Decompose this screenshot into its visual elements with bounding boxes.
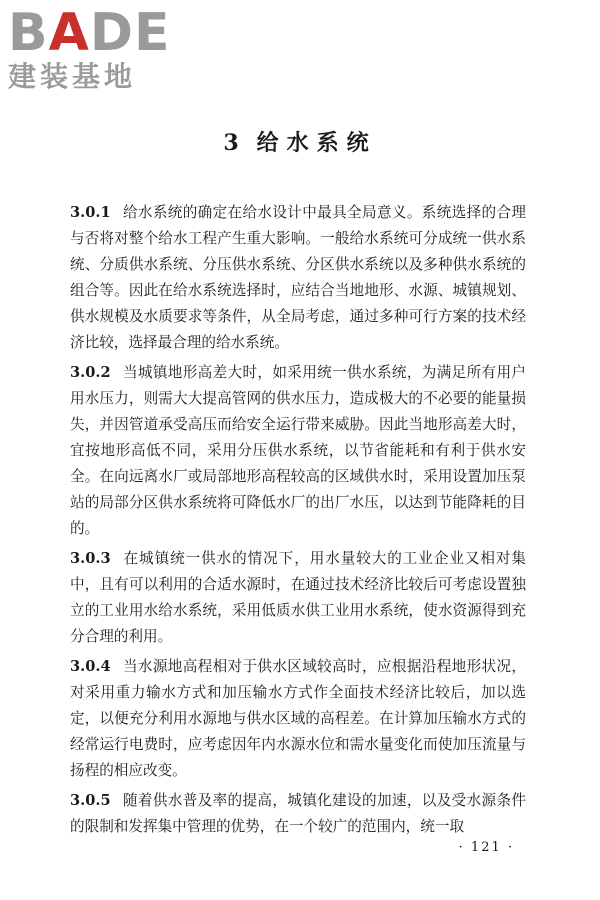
- clause-paragraph: [70, 200, 526, 356]
- logo-letter-a: A: [48, 3, 90, 63]
- chapter-title-text: 给水系统: [256, 130, 377, 156]
- document-body: [70, 200, 526, 844]
- logo-letter-b: B: [8, 3, 49, 63]
- clause-text: 当水源地高程相对于供水区域较高时，应根据沿程地形状况，对采用重力输水方式和加压输水方式作全面技术经济比较后，加以选定，以便充分利用水源地与供水区域的高程差。在计算加压输水方式的经常运行电费时，应考虑因年内水源水位和需水量变化而使加压流量与扬程的相应改变。: [70, 658, 526, 779]
- clause-paragraph: [70, 654, 526, 784]
- clause-number: 3.0.5: [70, 792, 111, 809]
- logo-subtitle: 建装基地: [8, 60, 137, 93]
- watermark-logo: [8, 3, 178, 94]
- clause-paragraph: [70, 546, 526, 650]
- clause-text: 在城镇统一供水的情况下，用水量较大的工业企业又相对集中，且有可以利用的合适水源时，在通过技术经济比较后可考虑设置独立的工业用水给水系统，采用低质水供工业用水系统，使水资源得到充分合理的利用。: [70, 550, 526, 645]
- chapter-title: [0, 126, 600, 157]
- logo-letters-de: DE: [89, 3, 171, 63]
- clause-number: 3.0.4: [70, 658, 111, 675]
- clause-number: 3.0.3: [70, 550, 111, 567]
- clause-text: 当城镇地形高差大时，如采用统一供水系统，为满足所有用户用水压力，则需大大提高管网的供水压力，造成极大的不必要的能量损失，并因管道承受高压而给安全运行带来威胁。因此当地形高差大时，宜按地形高低不同，采用分压供水系统，以节省能耗和有利于供水安全。在向远离水厂或局部地形高程较高的区域供水时，采用设置加压泵站的局部分区供水系统将可降低水厂的出厂水压，以达到节能降耗的目的。: [70, 364, 526, 537]
- clause-text: 给水系统的确定在给水设计中最具全局意义。系统选择的合理与否将对整个给水工程产生重大影响。一般给水系统可分成统一供水系统、分质供水系统、分压供水系统、分区供水系统以及多种供水系统的组合等。因此在给水系统选择时，应结合当地地形、水源、城镇规划、供水规模及水质要求等条件，从全局考虑，通过多种可行方案的技术经济比较，选择最合理的给水系统。: [70, 204, 526, 351]
- page-number: · 121 ·: [458, 840, 514, 855]
- clause-number: 3.0.2: [70, 364, 111, 381]
- logo-wordmark: [8, 3, 178, 63]
- chapter-number: 3: [223, 130, 247, 156]
- clause-paragraph: [70, 788, 526, 840]
- clause-text: 随着供水普及率的提高，城镇化建设的加速，以及受水源条件的限制和发挥集中管理的优势，在一个较广的范围内，统一取: [70, 792, 526, 835]
- clause-paragraph: [70, 360, 526, 542]
- clause-number: 3.0.1: [70, 204, 111, 221]
